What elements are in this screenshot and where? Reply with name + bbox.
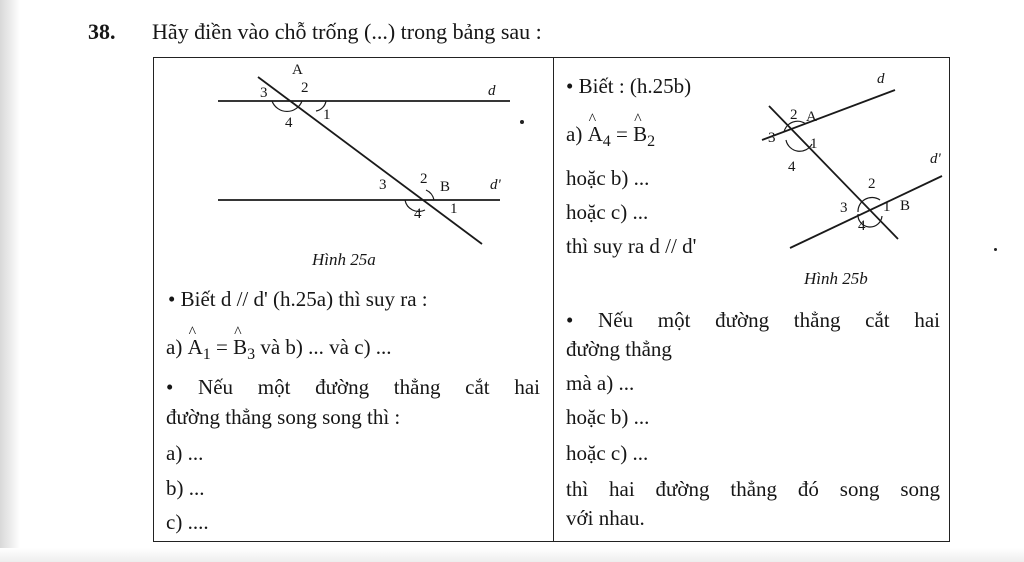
angle-b3 [233,337,255,363]
angle-arc-b2 [426,190,434,200]
angle-label: 3 [379,177,387,193]
left-rule: • Nếu một đường thẳng cắt hai [166,375,540,399]
figure-25b-caption: Hình 25b [804,269,868,288]
left-blank-c: c) .... [166,510,209,534]
angle-index: 4 [602,133,611,151]
angle-vertex: A [187,335,203,359]
left-given-a [166,337,392,363]
angle-vertex: A [587,122,603,146]
angle-label: 4 [788,159,796,175]
line-d2-label: d' [930,151,941,167]
left-rule-cont: đường thẳng song song thì : [166,405,401,429]
right-given: • Biết : (h.25b) [566,74,692,98]
line-d2-25b [790,176,942,248]
equals-sign: = [616,122,628,146]
angle-label: 1 [883,199,891,215]
line-d2-label: d' [490,177,501,193]
left-blank-a: a) ... [166,441,204,465]
right-rule: • Nếu một đường thẳng cắt hai [566,308,940,332]
angle-b2 [633,124,655,150]
left-given: • Biết d // d' (h.25a) thì suy ra : [168,287,428,311]
angle-index: 1 [202,346,211,364]
angle-index: 2 [647,133,656,151]
transversal-25a [258,77,482,244]
angle-label: 3 [840,200,848,216]
angle-label: 1 [450,201,458,217]
right-or-c: hoặc c) ... [566,200,649,224]
right-blank-b: hoặc b) ... [566,405,650,429]
left-blank-b: b) ... [166,476,205,500]
angle-label: 2 [301,80,309,96]
angle-index: 3 [247,346,256,364]
line-d-label: d [877,71,885,87]
right-conclusion: thì suy ra d // d' [566,234,697,258]
given-a-suffix: và b) ... và c) ... [260,335,392,359]
given-a-prefix: a) [566,122,583,146]
stray-dot [520,120,524,124]
right-rule-cont: đường thẳng [566,337,672,361]
equals-sign: = [216,335,228,359]
point-a-label: A [292,62,303,78]
angle-label: 3 [768,130,776,146]
angle-label: 4 [285,115,293,131]
angle-label: 1 [810,136,818,152]
right-final-cont: với nhau. [566,506,645,530]
angle-label: 2 [790,107,798,123]
right-final: thì hai đường thẳng đó song song [566,477,940,501]
angle-label: 3 [260,85,268,101]
point-b-label: B [900,198,911,214]
angle-vertex: B [233,335,248,359]
line-d-25b [762,90,895,140]
angle-label: 1 [323,107,331,123]
right-given-a [566,124,655,150]
point-a-label: A [806,109,817,125]
line-d-label: d [488,83,496,99]
angle-label: 2 [420,171,428,187]
right-blank-a: mà a) ... [566,371,635,395]
angle-label: 4 [414,206,422,222]
figure-25a-caption: Hình 25a [312,250,376,269]
point-b-label: B [440,179,451,195]
angle-label: 2 [868,176,876,192]
angle-vertex: B [633,122,648,146]
angle-a4 [588,124,611,150]
exercise-prompt: Hãy điền vào chỗ trống (...) trong bảng sau : [152,19,542,44]
exercise-number: 38. [88,19,116,44]
angle-a1 [188,337,211,363]
angle-label: 4 [858,218,866,234]
stray-dot [994,248,997,251]
right-blank-c: hoặc c) ... [566,441,649,465]
given-a-prefix: a) [166,335,183,359]
right-or-b: hoặc b) ... [566,166,650,190]
